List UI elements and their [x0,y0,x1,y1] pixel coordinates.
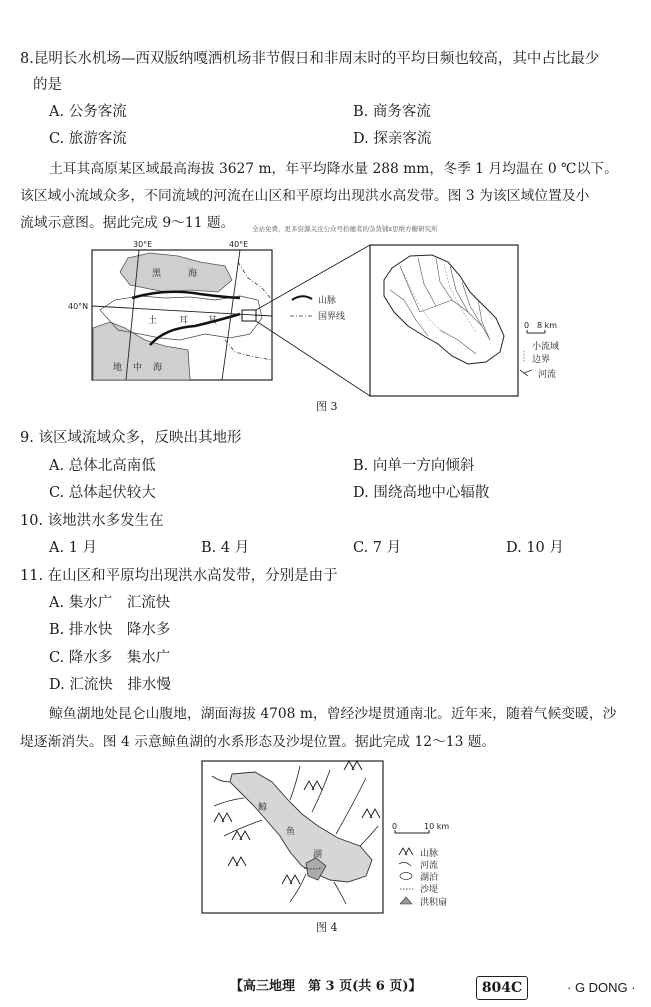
fig4-lake-2: 鱼 [286,827,296,837]
q10-option-d: D. 10 月 [506,540,564,556]
fig4-lake-1: 鲸 [258,803,268,813]
q10-stem: 10. 该地洪水多发生在 [20,513,164,529]
footer-brand: · G DONG · [567,980,636,995]
q8-option-d: D. 探亲客流 [353,131,432,147]
passage2-line1: 鲸鱼湖地处昆仑山腹地，湖面海拔 4708 m，曾经沙堤贯通南北。近年来，随着气候变暖，沙 [49,706,617,722]
footer-page-label: 【高三地理 第 3 页(共 6 页)】 [230,979,422,994]
q11-option-b: B. 排水快 降水多 [49,622,171,638]
q8-stem-line2: 的是 [33,77,62,93]
fig4-legend-river-symbol [399,862,411,866]
q9-stem: 9. 该区域流域众多，反映出其地形 [20,430,242,446]
fig4-scale-10km: 10 km [424,822,450,831]
q9-option-a: A. 总体北高南低 [49,458,156,474]
q11-option-d: D. 汇流快 排水慢 [49,677,171,693]
fig3-med-3: 海 [153,363,163,373]
q9-option-c: C. 总体起伏较大 [49,485,156,501]
fig3-legend-border-label: 国界线 [318,312,346,322]
fig4-legend-fan-label: 洪积扇 [420,898,448,908]
fig4-legend-lake-symbol [400,873,412,880]
q10-option-c: C. 7 月 [353,540,402,556]
q10-option-a: A. 1 月 [49,540,98,556]
q9-option-d: D. 围绕高地中心辐散 [353,485,490,501]
fig3-caption: 图 3 [316,400,338,413]
fig3-lon-40-label: 40°E [229,240,249,249]
fig4-legend-lake-label: 湖泊 [420,873,439,883]
fig3-black-sea-1: 黑 [152,269,162,279]
fig3-lon-30-label: 30°E [133,240,153,249]
passage2-line2: 堤逐渐消失。图 4 示意鲸鱼湖的水系形态及沙堤位置。据此完成 12～13 题。 [20,734,496,750]
fig4-legend-river-label: 河流 [420,861,439,871]
fig3-scale-8km: 8 km [537,321,558,330]
fig4-legend-mountain-label: 山脉 [420,849,439,859]
q8-option-b: B. 商务客流 [353,104,431,120]
fig3-scale-zero: 0 [524,321,530,330]
q11-stem: 11. 在山区和平原均出现洪水高发带，分别是由于 [20,568,338,584]
fig4-legend-fan-symbol [400,897,412,904]
fig3-med-1: 地 [113,363,123,373]
q11-option-c: C. 降水多 集水广 [49,650,171,666]
fig3-turkey-1: 土 [148,316,158,326]
watermark-text: 全站免费，更多资源关注公众号拾穗者的杂货铺x思维方糖研究所 [252,225,438,233]
fig3-turkey-3: 其 [208,316,218,326]
fig3-legend-mountain-label: 山脉 [318,296,337,306]
q10-option-b: B. 4 月 [201,540,250,556]
fig4-scale-zero: 0 [392,822,398,831]
q11-option-a: A. 集水广 汇流快 [49,595,171,611]
fig3-legend-basin-1: 小流域 [532,342,560,352]
fig3-turkey-2: 耳 [179,316,189,326]
passage1-line2: 该区域小流域众多，不同流域的河流在山区和平原均出现洪水高发带。图 3 为该区域位置及小 [20,188,590,204]
q8-stem-line1: 8.昆明长水机场—西双版纳嘎洒机场非节假日和非周末时的平均日频也较高，其中占比最少 [20,51,600,67]
fig3-legend-river-label: 河流 [538,370,557,380]
fig3-lat-40-label: 40°N [68,302,89,311]
q8-option-c: C. 旅游客流 [49,131,127,147]
paper-code-box: 804C [476,976,528,1000]
passage1-line3: 流域示意图。据此完成 9～11 题。 [20,215,235,231]
fig4-legend-mountain-symbol [399,848,413,855]
fig4-caption: 图 4 [316,921,338,934]
q8-option-a: A. 公务客流 [49,104,127,120]
fig3-med-2: 中 [133,363,143,373]
fig3-black-sea-2: 海 [188,269,198,279]
fig3-legend-basin-2: 边界 [532,355,551,365]
passage1-line1: 土耳其高原某区域最高海拔 3627 m，年平均降水量 288 mm，冬季 1 月均温在 0 ℃以下。 [49,161,618,177]
fig4-lake-3: 湖 [313,850,323,860]
fig4-legend-dike-label: 沙堤 [420,885,439,895]
q9-option-b: B. 向单一方向倾斜 [353,458,475,474]
